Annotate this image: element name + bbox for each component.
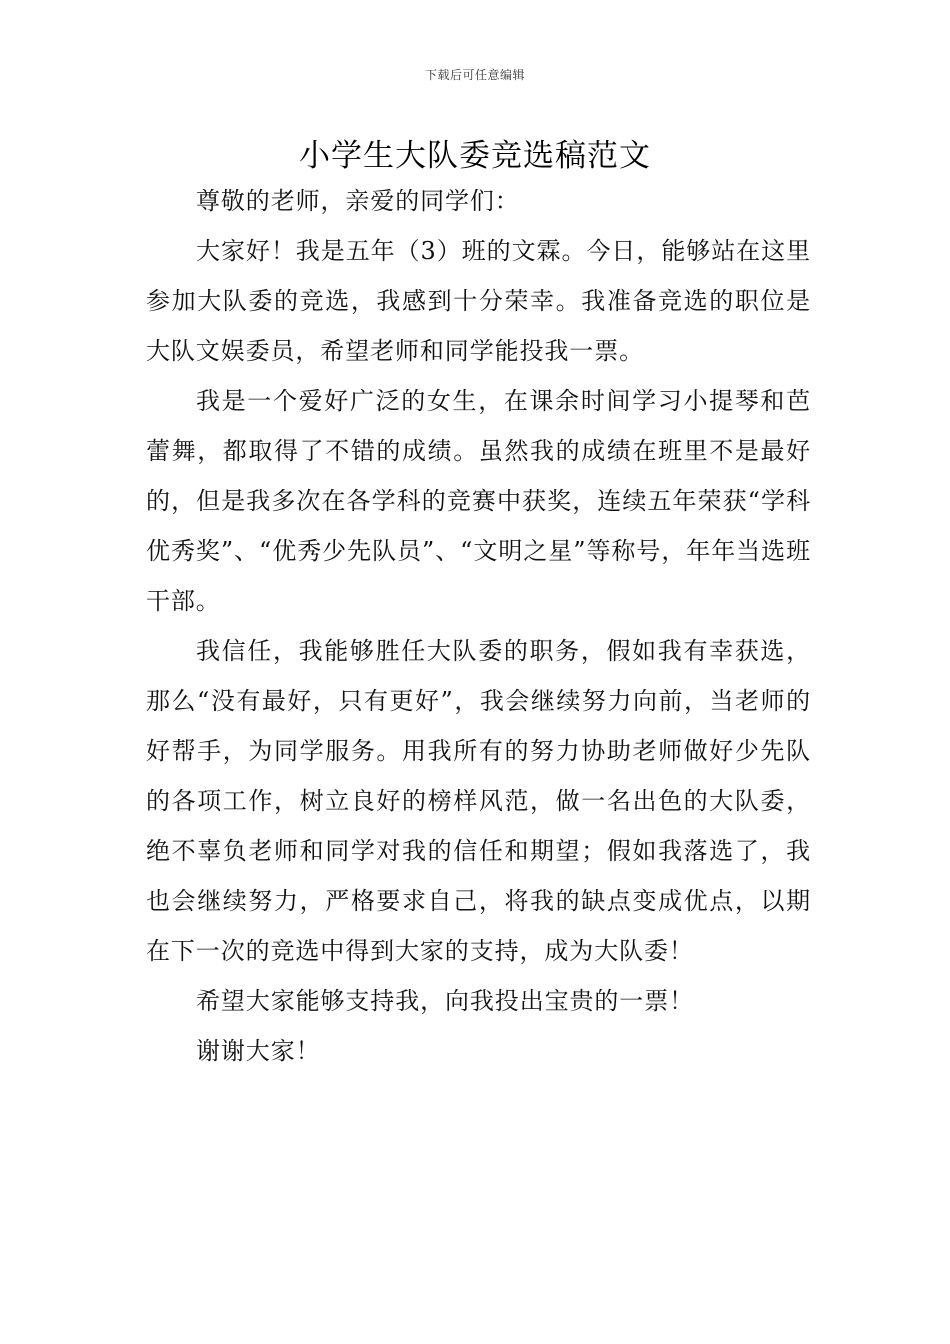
paragraph-commitment: 我信任，我能够胜任大队委的职务，假如我有幸获选，那么“没有最好，只有更好”，我会继续努力向前，当老师的好帮手，为同学服务。用我所有的努力协助老师做好少先队的各项工作，树立良好的榜样风范，做一名出色的大队委，绝不辜负老师和同学对我的信任和期望；假如我落选了，我也会继续努力，严格要求自己，将我的缺点变成优点，以期在下一次的竞选中得到大家的支持，成为大队委！ — [146, 637, 811, 965]
paragraph-introduction: 大家好！我是五年（3）班的文霖。今日，能够站在这里参加大队委的竞选，我感到十分荣幸。我准备竞选的职位是大队文娱委员，希望老师和同学能投我一票。 — [146, 237, 811, 365]
paragraph-achievements: 我是一个爱好广泛的女生，在课余时间学习小提琴和芭蕾舞，都取得了不错的成绩。虽然我的成绩在班里不是最好的，但是我多次在各学科的竞赛中获奖，连续五年荣获“学科优秀奖”、“优秀少先队员”、“文明之星”等称号，年年当选班干部。 — [146, 387, 811, 615]
paragraph-appeal: 希望大家能够支持我，向我投出宝贵的一票！ — [196, 987, 694, 1015]
salutation: 尊敬的老师，亲爱的同学们： — [196, 187, 520, 215]
document-title: 小学生大队委竞选稿范文 — [299, 138, 651, 174]
header-note: 下载后可任意编辑 — [424, 68, 525, 82]
closing-thanks: 谢谢大家！ — [196, 1037, 321, 1065]
document-body — [146, 176, 811, 1076]
